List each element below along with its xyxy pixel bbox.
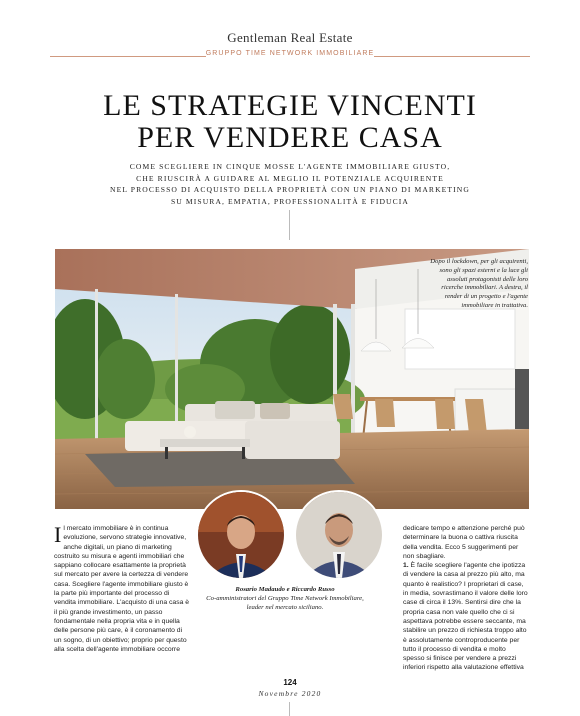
authors-names: Rosario Madaudo e Riccardo Russo (235, 586, 335, 593)
group-banner (50, 50, 530, 64)
banner-rule-right (374, 56, 530, 57)
authors-block (205, 586, 365, 612)
authors-role: Co-amministratori del Gruppo Time Network Immobiliare, leader nel mercato siciliano. (206, 594, 364, 611)
headline-line-1: LE STRATEGIE VINCENTI (103, 89, 477, 122)
column-3-text: È facile scegliere l'agente che ipotizza di vendere la casa al prezzo più alto, ma quanto è realistico? I proprietari di case, in media, sovrastimano il valore delle loro case di circa il 13%. Sentirsi dire che la propria casa non vale quello che ci si aspettava potrebbe essere seccante, ma stabilire un prezzo di richiesta troppo alto è assolutamente controproducente per tutto il processo di vendita e molto spesso si finisce per vendere a prezzi inferiori rispetto alla valutazione effettiva (403, 562, 528, 672)
portrait-rosario-madaudo (196, 490, 286, 580)
subtitle-line-4: SU MISURA, EMPATIA, PROFESSIONALITÀ E FIDUCIA (170, 196, 410, 206)
article-subtitle (60, 161, 520, 207)
divider-vertical-top (289, 210, 290, 240)
column-1-text: l mercato immobiliare è in continua evoluzione, servono strategie innovative, anche digitali, un piano di marketing costruito su misura e agenti immobiliari che sappiano collocare esattamente la proprietà sul mercato per avere la certezza di vendere casa. Scegliere l'agente immobiliare giusto è la parte più importante del processo di vendita immobiliare. L'acquisto di una casa è il più grande investimento, un passo fondamentale nella propria vita e in quella delle persone più care, è il coronamento di un sogno, di un obiettivo; proprio per questo alla scelta dell'agente immobiliare occorre (54, 525, 190, 653)
headline-line-2: PER VENDERE CASA (137, 121, 443, 154)
article-headline (0, 90, 580, 154)
subtitle-line-3: NEL PROCESSO DI ACQUISTO DELLA PROPRIETÀ CON UN PIANO DI MARKETING (110, 185, 470, 194)
subtitle-line-1: COME SCEGLIERE IN CINQUE MOSSE L'AGENTE IMMOBILIARE GIUSTO, (129, 162, 451, 171)
divider-vertical-bottom (289, 702, 290, 716)
article-column-3 (403, 524, 528, 673)
subtitle-line-2: CHE RIUSCIRÀ A GUIDARE AL MEGLIO IL POTENZIALE ACQUIRENTE (136, 173, 444, 183)
article-column-1 (54, 524, 191, 654)
tip-number: 1. (403, 562, 409, 570)
drop-cap: I (54, 522, 62, 547)
magazine-title: Gentleman Real Estate (227, 30, 353, 45)
portrait-riccardo-russo (294, 490, 384, 580)
column-3-intro: dedicare tempo e attenzione perché può determinare la buona o cattiva riuscita della vendita. Ecco 5 suggerimenti per non sbagliare. (403, 525, 525, 560)
group-name: GRUPPO TIME NETWORK IMMOBILIARE (205, 50, 375, 57)
photo-caption: Dopo il lockdown, per gli acquirenti, sono gli spazi esterni e la luce gli assoluti protagonisti delle loro ricerche immobiliari. A destra, il render di un progetto e l'agente immobiliare in trattativa. (430, 258, 528, 309)
page-number: 124 (283, 678, 297, 687)
issue-date: Novembre 2020 (258, 689, 322, 698)
